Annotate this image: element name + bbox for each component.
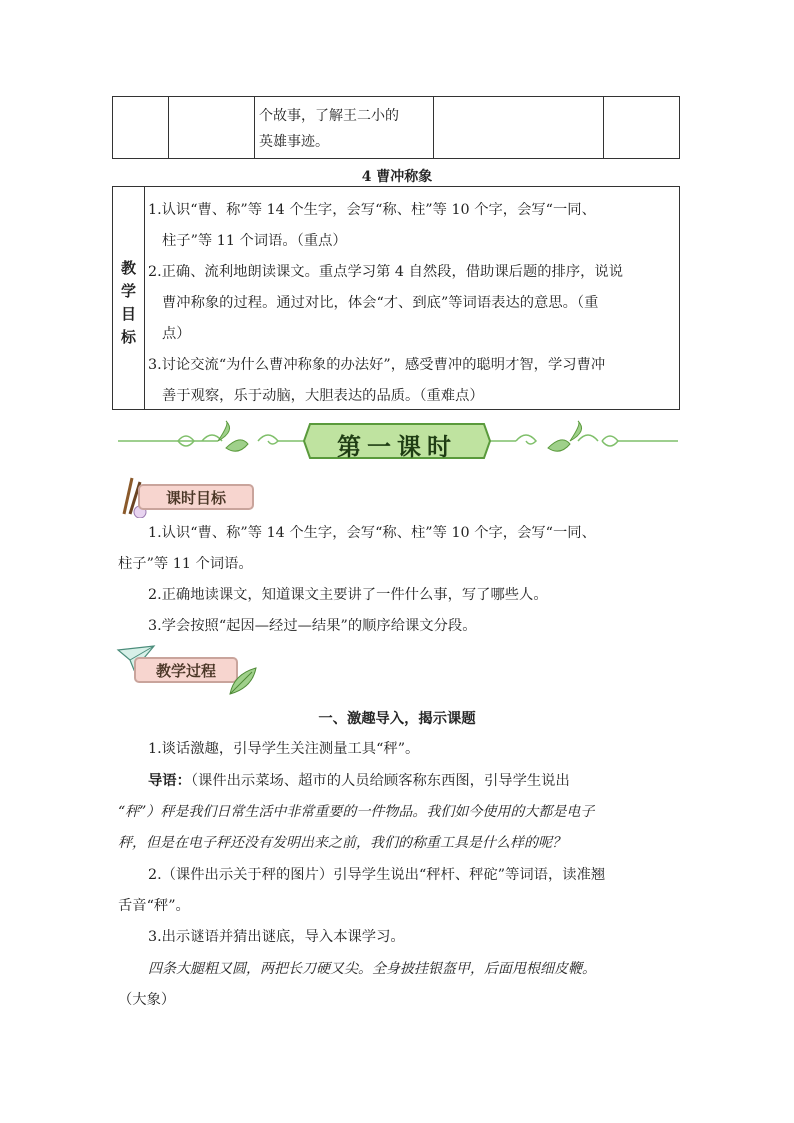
period-goals-tag: 课时目标 [138, 484, 254, 510]
step-paragraph: 2.（课件出示关于秤的图片）引导学生说出“秤杆、秤砣”等词语，读准翘 [148, 867, 606, 883]
leaf-icon [228, 666, 258, 696]
intro-paragraph [118, 766, 688, 797]
riddle-answer: （大象） [118, 992, 176, 1008]
teaching-process-tag: 教学过程 [134, 657, 238, 683]
banner-title: 第一课时 [337, 432, 457, 461]
goals-text [148, 195, 676, 412]
table-cell-text [259, 103, 439, 155]
goal-line: 点） [162, 326, 191, 342]
goal-line: 柱子”等 11 个词语。（重点） [162, 233, 347, 249]
goals-label-char: 标 [120, 328, 136, 346]
intro-text: （课件出示菜场、超市的人员给顾客称东西图，引导学生说出 [190, 773, 570, 789]
table-cell-line: 英雄事迹。 [259, 134, 329, 150]
goal-line: 2.正确、流利地朗读课文。重点学习第 4 自然段，借助课后题的排序，说说 [148, 264, 624, 280]
goals-label-char: 学 [120, 282, 136, 300]
goal-line: 善于观察，乐于动脑，大胆表达的品质。（重难点） [162, 388, 484, 404]
previous-lesson-table [112, 96, 680, 159]
step-paragraph: 1.谈话激趣，引导学生关注测量工具“秤”。 [148, 741, 420, 757]
period-banner [118, 418, 678, 464]
intro-label: 导语： [148, 773, 191, 789]
goals-label [113, 257, 144, 349]
lesson-title: 4 曹冲称象 [361, 169, 433, 185]
table-cell-line: 个故事，了解王二小的 [259, 108, 399, 124]
step-paragraph: 3.出示谜语并猜出谜底，导入本课学习。 [148, 929, 405, 945]
goal-line: 3.讨论交流“为什么曹冲称象的办法好”，感受曹冲的聪明才智，学习曹冲 [148, 357, 606, 373]
section-heading: 一、激趣导入，揭示课题 [318, 711, 476, 727]
goals-label-char: 教 [120, 259, 136, 277]
goal-line: 曹冲称象的过程。通过对比，体会“才、到底”等词语表达的意思。（重 [162, 295, 599, 311]
intro-paragraph-line: “秤”）秤是我们日常生活中非常重要的一件物品。我们如今使用的大都是电子 [118, 804, 595, 820]
teaching-goals-table [112, 186, 680, 410]
goals-label-char: 目 [120, 305, 136, 323]
riddle-text: 四条大腿粗又圆，两把长刀硬又尖。全身披挂银盔甲，后面甩根细皮鞭。 [148, 961, 596, 977]
intro-paragraph-line: 秤，但是在电子秤还没有发明出来之前，我们的称重工具是什么样的呢？ [118, 835, 566, 851]
goal-paragraph: 1.认识“曹、称”等 14 个生字，会写“称、柱”等 10 个字，会写“一同、 [148, 525, 596, 541]
goal-paragraph: 2.正确地读课文，知道课文主要讲了一件什么事，写了哪些人。 [148, 587, 548, 603]
step-paragraph: 舌音“秤”。 [118, 898, 190, 914]
goal-paragraph: 3.学会按照“起因—经过—结果”的顺序给课文分段。 [148, 618, 477, 634]
goal-paragraph: 柱子”等 11 个词语。 [118, 556, 253, 572]
goal-line: 1.认识“曹、称”等 14 个生字，会写“称、柱”等 10 个字，会写“一同、 [148, 202, 596, 218]
